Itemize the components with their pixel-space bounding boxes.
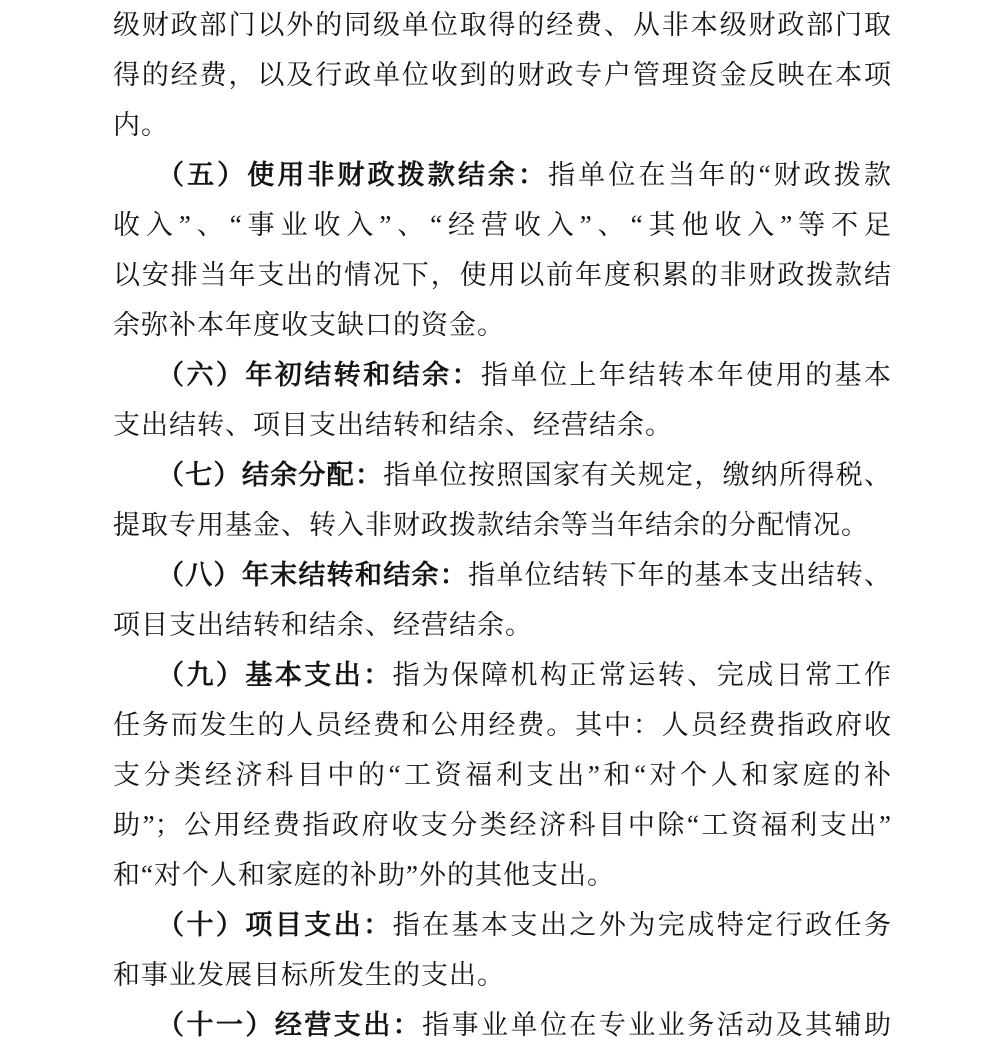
text-segment: 指单位结转下年的基本支出结转、: [468, 560, 892, 590]
text-segment: 和事业发展目标所发生的支出。: [113, 960, 505, 990]
term-heading: （十一）经营支出：: [157, 1010, 423, 1040]
text-segment: 指单位按照国家有关规定，缴纳所得税、: [383, 460, 892, 490]
text-segment: 得的经费，以及行政单位收到的财政专户管理资金反映在本项: [113, 60, 891, 90]
text-line: [113, 350, 891, 400]
text-segment: 指单位上年结转本年使用的基本: [481, 360, 892, 390]
text-line: [113, 950, 891, 1000]
text-line: [113, 850, 891, 900]
text-segment: 指事业单位在专业业务活动及其辅助: [422, 1010, 891, 1040]
text-segment: 余弥补本年度收支缺口的资金。: [113, 310, 505, 340]
text-segment: 级财政部门以外的同级单位取得的经费、从非本级财政部门取: [113, 10, 891, 40]
text-line: [113, 200, 891, 250]
text-line: [113, 100, 891, 150]
text-line: [113, 150, 891, 200]
text-line: [113, 450, 891, 500]
text-segment: 支出结转、项目支出结转和结余、经营结余。: [113, 410, 673, 440]
term-heading: （七）结余分配：: [157, 460, 384, 490]
text-line: [113, 0, 891, 50]
document-body: [113, 0, 891, 1050]
text-line: [113, 700, 891, 750]
text-line: [113, 500, 891, 550]
text-segment: 指在基本支出之外为完成特定行政任务: [392, 910, 892, 940]
text-line: [113, 50, 891, 100]
text-segment: 提取专用基金、转入非财政拨款结余等当年结余的分配情况。: [113, 510, 869, 540]
text-segment: 和“对个人和家庭的补助”外的其他支出。: [113, 860, 615, 890]
text-line: [113, 600, 891, 650]
term-heading: （八）年末结转和结余：: [157, 560, 469, 590]
text-segment: 内。: [113, 110, 169, 140]
text-segment: 助”；公用经费指政府收支分类经济科目中除“工资福利支出”: [113, 810, 891, 840]
text-line: [113, 750, 891, 800]
text-segment: 任务而发生的人员经费和公用经费。其中：人员经费指政府收: [113, 710, 891, 740]
text-segment: 以安排当年支出的情况下，使用以前年度积累的非财政拨款结: [113, 260, 891, 290]
term-heading: （五）使用非财政拨款结余：: [157, 160, 549, 190]
text-line: [113, 250, 891, 300]
text-segment: 收入”、“事业收入”、“经营收入”、“其他收入”等不足: [113, 210, 891, 240]
text-line: [113, 400, 891, 450]
text-line: [113, 650, 891, 700]
text-line: [113, 550, 891, 600]
text-line: [113, 1000, 891, 1050]
term-heading: （九）基本支出：: [157, 660, 393, 690]
term-heading: （十）项目支出：: [157, 910, 393, 940]
text-segment: 项目支出结转和结余、经营结余。: [113, 610, 533, 640]
text-line: [113, 800, 891, 850]
term-heading: （六）年初结转和结余：: [157, 360, 482, 390]
text-segment: 支分类经济科目中的“工资福利支出”和“对个人和家庭的补: [113, 760, 891, 790]
text-line: [113, 300, 891, 350]
text-segment: 指单位在当年的“财政拨款: [548, 160, 892, 190]
text-segment: 指为保障机构正常运转、完成日常工作: [392, 660, 892, 690]
text-line: [113, 900, 891, 950]
